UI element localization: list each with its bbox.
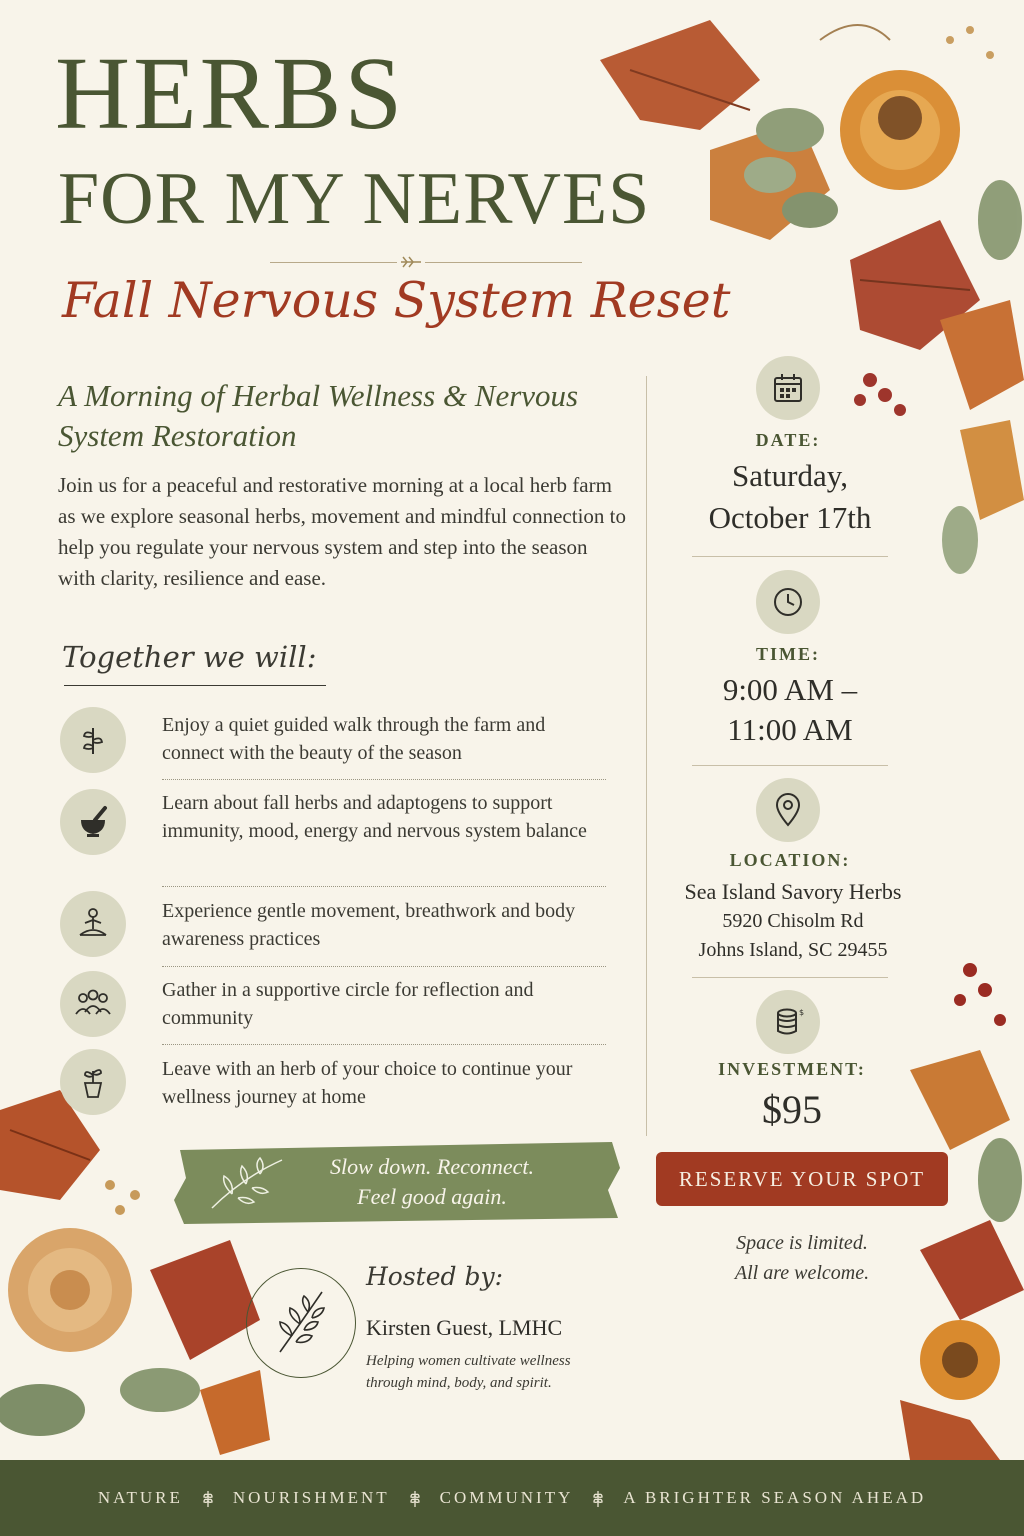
investment-label: INVESTMENT: xyxy=(718,1059,866,1079)
coins-icon xyxy=(756,990,820,1054)
title-herbs: HERBS xyxy=(55,36,406,151)
time-label: TIME: xyxy=(756,644,820,664)
leaf-divider-icon xyxy=(397,254,425,270)
host-tagline xyxy=(366,1350,636,1394)
host-tagline-line-1: Helping women cultivate wellness xyxy=(366,1353,571,1369)
sprig-icon xyxy=(591,1489,605,1507)
slogan xyxy=(282,1152,582,1212)
hosted-by-label: Hosted by: xyxy=(366,1262,504,1291)
activity-divider xyxy=(162,966,606,967)
location-pin-icon xyxy=(756,778,820,842)
herb-sprig-icon xyxy=(246,1268,354,1376)
footer-item-community: COMMUNITY xyxy=(439,1488,574,1507)
footer-banner xyxy=(0,1460,1024,1536)
detail-divider xyxy=(692,977,888,978)
footer-item-nature: NATURE xyxy=(97,1488,183,1507)
potted-plant-icon xyxy=(60,1049,126,1115)
location-line-1: Sea Island Savory Herbs xyxy=(684,879,902,904)
location-label: LOCATION: xyxy=(729,850,851,870)
slogan-line-1: Slow down. Reconnect. xyxy=(329,1154,535,1179)
sprig-icon xyxy=(408,1489,422,1507)
time-line-2: 11:00 AM xyxy=(727,712,853,747)
detail-divider xyxy=(692,765,888,766)
script-title: Fall Nervous System Reset xyxy=(62,272,731,329)
detail-divider xyxy=(692,556,888,557)
activity-divider xyxy=(162,1044,606,1045)
activity-text-3: Experience gentle movement, breathwork and body awareness practices xyxy=(162,900,576,950)
mortar-pestle-icon xyxy=(60,789,126,855)
slogan-line-2: Feel good again. xyxy=(357,1184,507,1209)
footer-item-brighter-season: A BRIGHTER SEASON AHEAD xyxy=(623,1488,927,1507)
title-for-my-nerves: FOR MY NERVES xyxy=(58,158,651,240)
date-line-2: October 17th xyxy=(708,500,872,535)
time-line-1: 9:00 AM – xyxy=(722,672,858,707)
sprout-icon xyxy=(60,707,126,773)
group-icon xyxy=(60,971,126,1037)
activity-list xyxy=(58,705,608,1125)
activity-divider xyxy=(162,779,606,780)
activity-text-2: Learn about fall herbs and adaptogens to support immunity, mood, energy and nervous system balance xyxy=(162,792,587,842)
title-divider xyxy=(270,262,582,263)
together-heading: Together we will: xyxy=(62,640,317,674)
host-logo-circle xyxy=(246,1268,356,1378)
subtitle: A Morning of Herbal Wellness & Nervous System Restoration xyxy=(58,378,579,453)
activity-text-1: Enjoy a quiet guided walk through the farm and connect with the beauty of the season xyxy=(162,714,546,764)
svg-text:$: $ xyxy=(799,1008,805,1017)
footer-item-nourishment: NOURISHMENT xyxy=(232,1488,390,1507)
space-limited-note xyxy=(690,1228,914,1288)
sprig-icon xyxy=(201,1489,215,1507)
intro-description: Join us for a peaceful and restorative morning at a local herb farm as we explore seasonal herbs, movement and mindful connection to help you regulate your nervous system and step into the season with clarity, resilience and ease. xyxy=(58,473,627,590)
note-line-2: All are welcome. xyxy=(734,1262,870,1284)
meditation-icon xyxy=(60,891,126,957)
host-tagline-line-2: through mind, body, and spirit. xyxy=(366,1375,552,1391)
price: $95 xyxy=(762,1087,822,1132)
note-line-1: Space is limited. xyxy=(736,1232,868,1254)
activity-text-5: Leave with an herb of your choice to continue your wellness journey at home xyxy=(162,1058,573,1108)
activity-text-4: Gather in a supportive circle for reflection and community xyxy=(162,979,534,1029)
calendar-icon xyxy=(756,356,820,420)
date-line-1: Saturday, xyxy=(732,458,848,493)
together-underline xyxy=(64,685,326,686)
activity-divider xyxy=(162,886,606,887)
reserve-spot-button[interactable]: RESERVE YOUR SPOT xyxy=(656,1152,948,1206)
date-label: DATE: xyxy=(755,430,821,450)
location-line-3: Johns Island, SC 29455 xyxy=(698,939,888,961)
column-divider xyxy=(646,376,647,1136)
location-line-2: 5920 Chisolm Rd xyxy=(722,910,864,932)
clock-icon xyxy=(756,570,820,634)
host-name: Kirsten Guest, LMHC xyxy=(366,1315,563,1340)
